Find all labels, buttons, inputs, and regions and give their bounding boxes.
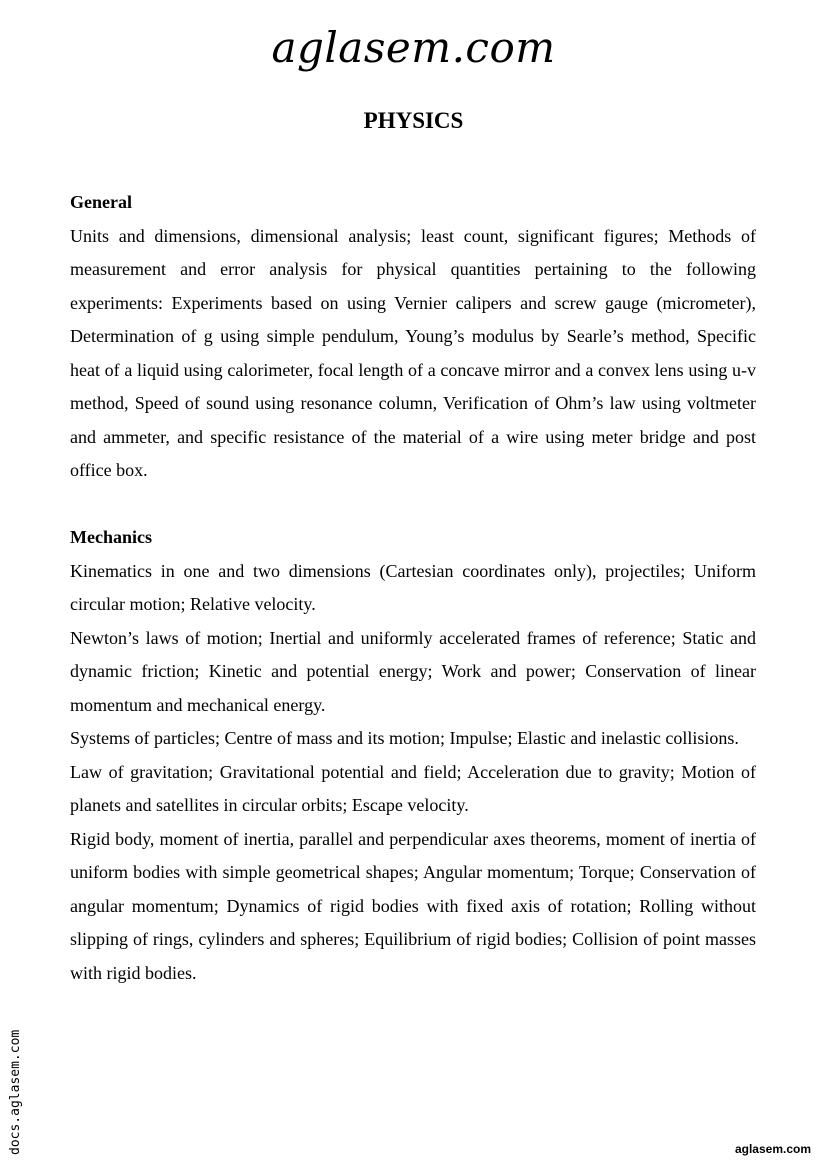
footer-url[interactable]: aglasem.com (734, 1142, 811, 1156)
section-general (70, 186, 756, 488)
section-paragraph: Kinematics in one and two dimensions (Cartesian coordinates only), projectiles; Uniform circular motion; Relative velocity. (70, 560, 756, 614)
site-logo: aglasem.com (271, 23, 556, 72)
section-paragraph: Law of gravitation; Gravitational potential and field; Acceleration due to gravity; Motion of planets and satellites in circular orbits; Escape velocity. (70, 761, 756, 815)
section-heading: Mechanics (70, 527, 152, 547)
section-mechanics (70, 521, 756, 990)
side-watermark: docs.aglasem.com (8, 1029, 23, 1155)
section-heading: General (70, 192, 132, 212)
section-paragraph: Units and dimensions, dimensional analysis; least count, significant figures; Methods of measurement and error analysis for physical quantities pertaining to the following experiments: Experiments based on using Vernier calipers and screw gauge (micrometer), Determination of g using simple pendulum, Young’s modulus by Searle’s method, Specific heat of a liquid using calorimeter, focal length of a concave mirror and a convex lens using u-v method, Speed of sound using resonance column, Verification of Ohm’s law using voltmeter and ammeter, and specific resistance of the material of a wire using meter bridge and post office box. (70, 225, 756, 480)
section-paragraph: Rigid body, moment of inertia, parallel and perpendicular axes theorems, moment of inertia of uniform bodies with simple geometrical shapes; Angular momentum; Torque; Conservation of angular momentum; Dynamics of rigid bodies with fixed axis of rotation; Rolling without slipping of rings, cylinders and spheres; Equilibrium of rigid bodies; Collision of point masses with rigid bodies. (70, 828, 756, 983)
section-paragraph: Systems of particles; Centre of mass and its motion; Impulse; Elastic and inelastic collisions. (70, 728, 739, 748)
section-paragraph: Newton’s laws of motion; Inertial and uniformly accelerated frames of reference; Static and dynamic friction; Kinetic and potential energy; Work and power; Conservation of linear momentum and mechanical energy. (70, 627, 756, 715)
page-title: PHYSICS (363, 108, 464, 133)
